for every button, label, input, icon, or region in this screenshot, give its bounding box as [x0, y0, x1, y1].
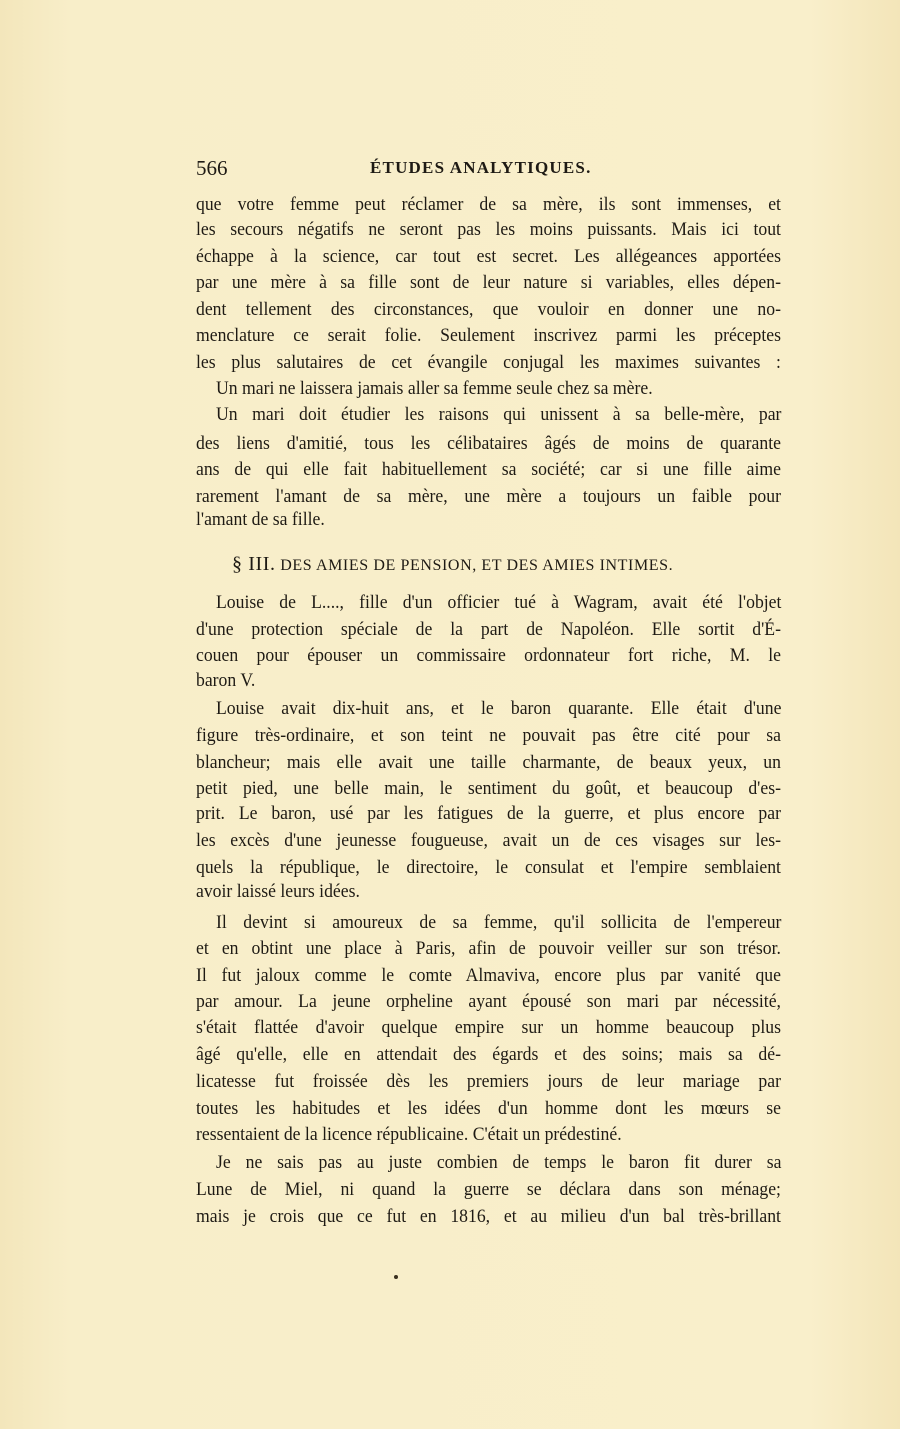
text-line: menclature ce serait folie. Seulement inscrivez parmi les préceptes — [196, 325, 781, 346]
text-line: par une mère à sa fille sont de leur nature si variables, elles dépen- — [196, 272, 781, 293]
text-line: des liens d'amitié, tous les célibataires âgés de moins de quarante — [196, 433, 781, 454]
text-line: Un mari ne laissera jamais aller sa femme seule chez sa mère. — [216, 378, 653, 399]
section-heading — [232, 553, 673, 576]
text-line: Louise de L...., fille d'un officier tué à Wagram, avait été l'objet — [216, 592, 782, 613]
text-line: les secours négatifs ne seront pas les moins puissants. Mais ici tout — [196, 219, 781, 240]
text-line: ressentaient de la licence républicaine. C'était un prédestiné. — [196, 1124, 622, 1145]
text-line: et en obtint une place à Paris, afin de pouvoir veiller sur son trésor. — [196, 938, 781, 959]
text-line: couen pour épouser un commissaire ordonnateur fort riche, M. le — [196, 645, 781, 666]
text-line: l'amant de sa fille. — [196, 509, 325, 530]
section-number: § III. — [232, 553, 276, 575]
text-line: Il fut jaloux comme le comte Almaviva, encore plus par vanité que — [196, 965, 781, 986]
text-line: s'était flattée d'avoir quelque empire sur un homme beaucoup plus — [196, 1017, 781, 1038]
text-line: figure très-ordinaire, et son teint ne pouvait pas être cité pour sa — [196, 725, 781, 746]
text-line: baron V. — [196, 670, 256, 691]
text-line: les plus salutaires de cet évangile conjugal les maximes suivantes : — [196, 352, 781, 373]
text-line: toutes les habitudes et les idées d'un homme dont les mœurs se — [196, 1098, 781, 1119]
text-line: échappe à la science, car tout est secret. Les allégeances apportées — [196, 246, 781, 267]
ink-speck — [394, 1275, 398, 1279]
section-title: DES AMIES DE PENSION, ET DES AMIES INTIMES. — [280, 557, 674, 574]
text-line: Louise avait dix-huit ans, et le baron quarante. Elle était d'une — [216, 698, 782, 719]
text-line: licatesse fut froissée dès les premiers jours de leur mariage par — [196, 1071, 781, 1092]
text-line: par amour. La jeune orpheline ayant épousé son mari par nécessité, — [196, 991, 781, 1012]
text-line: que votre femme peut réclamer de sa mère, ils sont immenses, et — [196, 194, 781, 215]
text-line: blancheur; mais elle avait une taille charmante, de beaux yeux, un — [196, 752, 781, 773]
text-line: quels la république, le directoire, le consulat et l'empire semblaient — [196, 857, 781, 878]
text-line: prit. Le baron, usé par les fatigues de la guerre, et plus encore par — [196, 803, 781, 824]
text-line: ans de qui elle fait habituellement sa société; car si une fille aime — [196, 459, 781, 480]
text-line: d'une protection spéciale de la part de Napoléon. Elle sortit d'É- — [196, 619, 781, 640]
text-line: âgé qu'elle, elle en attendait des égards et des soins; mais sa dé- — [196, 1044, 781, 1065]
text-line: mais je crois que ce fut en 1816, et au milieu d'un bal très-brillant — [196, 1206, 781, 1227]
text-line: Lune de Miel, ni quand la guerre se déclara dans son ménage; — [196, 1179, 781, 1200]
text-line: Il devint si amoureux de sa femme, qu'il sollicita de l'empereur — [216, 912, 782, 933]
text-line: Je ne sais pas au juste combien de temps le baron fit durer sa — [216, 1152, 782, 1173]
running-title: ÉTUDES ANALYTIQUES. — [370, 158, 592, 177]
page-number: 566 — [196, 156, 228, 180]
text-line: Un mari doit étudier les raisons qui unissent à sa belle-mère, par — [216, 404, 782, 425]
text-line: petit pied, une belle main, le sentiment du goût, et beaucoup d'es- — [196, 778, 781, 799]
text-line: avoir laissé leurs idées. — [196, 881, 360, 902]
text-line: rarement l'amant de sa mère, une mère a toujours un faible pour — [196, 486, 781, 507]
text-line: les excès d'une jeunesse fougueuse, avait un de ces visages sur les- — [196, 830, 781, 851]
text-line: dent tellement des circonstances, que vouloir en donner une no- — [196, 299, 781, 320]
